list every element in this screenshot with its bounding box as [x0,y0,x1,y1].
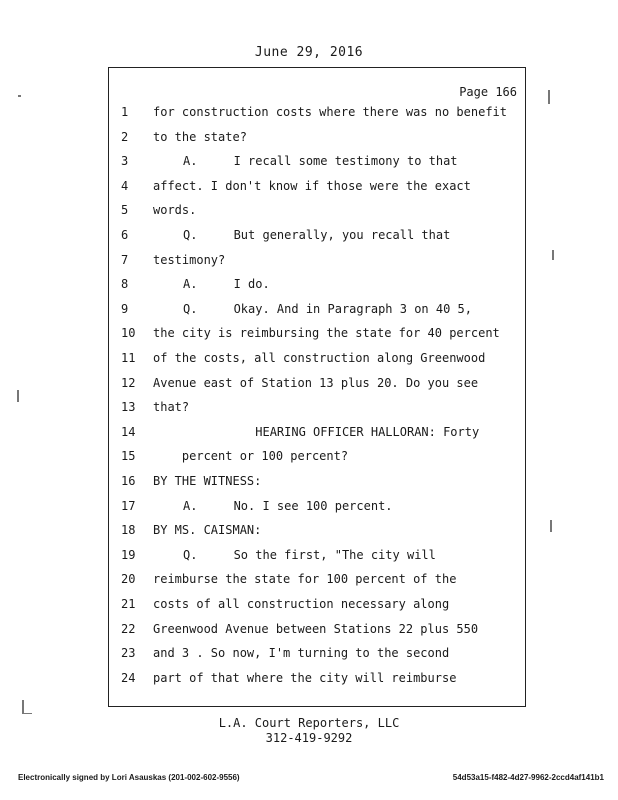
transcript-line [109,499,527,523]
line-number: 16 [121,474,136,488]
line-text: BY MS. CAISMAN: [153,523,262,538]
transcript-line [109,646,527,670]
transcript-line [109,228,527,252]
transcript-line [109,130,527,154]
transcript-line [109,179,527,203]
scan-mark [18,95,21,97]
line-number: 1 [121,105,129,119]
line-number: 11 [121,351,136,365]
transcript-line [109,523,527,547]
line-text: words. [153,203,197,218]
line-number: 14 [121,424,136,439]
line-text: and 3 . So now, I'm turning to the second [153,646,450,661]
line-number: 2 [121,129,129,144]
line-text: HEARING OFFICER HALLORAN: Forty [183,424,480,439]
transcript-line [109,277,527,301]
reporter-footer [0,716,618,746]
transcript-line [109,449,527,473]
scan-mark [24,713,32,714]
line-number: 18 [121,523,136,538]
line-number: 5 [121,203,129,218]
line-text: Q. So the first, "The city will [183,547,436,562]
line-number: 6 [121,228,129,242]
scan-mark [550,520,552,532]
line-number: 24 [121,670,136,685]
transcript-line [109,351,527,375]
transcript-line [109,154,527,178]
line-number: 10 [121,326,136,341]
transcript-line [109,425,527,449]
line-text: for construction costs where there was no benefit [153,105,508,119]
line-text: that? [153,400,190,415]
line-text: affect. I don't know if those were the exact [153,178,471,193]
line-number: 13 [121,400,136,415]
line-number: 4 [121,178,129,193]
transcript-line [109,622,527,646]
transcript-line [109,400,527,424]
transcript-line [109,572,527,596]
line-number: 20 [121,572,136,587]
transcript-line [109,548,527,572]
line-text: reimburse the state for 100 percent of the [153,572,457,587]
line-text: part of that where the city will reimburse [153,670,457,685]
line-text: Greenwood Avenue between Stations 22 plus 550 [153,621,479,636]
line-text: the city is reimbursing the state for 40 percent [153,326,500,341]
line-text: to the state? [153,129,247,144]
line-text: percent or 100 percent? [153,449,349,464]
line-number: 19 [121,547,136,562]
electronic-signature: Electronically signed by Lori Asauskas (201-002-602-9556) [18,773,240,782]
transcript-line [109,302,527,326]
reporter-phone: 312-419-9292 [265,731,353,745]
line-number: 15 [121,449,136,464]
line-text: Q. Okay. And in Paragraph 3 on 40 5, [183,301,472,316]
scan-mark [548,90,550,104]
transcript-line [109,597,527,621]
line-number: 17 [121,498,136,513]
line-number: 8 [121,277,129,292]
line-text: testimony? [153,252,226,267]
line-text: BY THE WITNESS: [153,474,262,488]
line-text: A. No. I see 100 percent. [183,498,393,513]
line-number: 9 [121,301,129,316]
line-text: of the costs, all construction along Greenwood [153,351,486,365]
transcript-page [108,67,526,707]
line-number: 22 [121,621,136,636]
transcript-line [109,253,527,277]
transcript-date: June 29, 2016 [254,45,364,60]
line-text: A. I do. [183,277,270,292]
line-text: costs of all construction necessary along [153,597,450,611]
line-text: A. I recall some testimony to that [183,154,458,169]
scan-mark [22,700,24,714]
document-id: 54d53a15-f482-4d27-9962-2ccd4af141b1 [452,773,604,782]
page-number: Page 166 [459,85,517,99]
line-number: 3 [121,154,129,169]
scan-mark [17,390,19,402]
transcript-line [109,105,527,129]
transcript-line [109,376,527,400]
line-number: 21 [121,597,136,611]
line-text: Avenue east of Station 13 plus 20. Do you see [153,375,479,390]
transcript-line [109,203,527,227]
line-number: 7 [121,252,129,267]
line-number: 12 [121,375,136,390]
reporter-company: L.A. Court Reporters, LLC [218,716,400,730]
transcript-line [109,474,527,498]
scan-mark [552,250,554,260]
transcript-line [109,326,527,350]
line-number: 23 [121,646,136,661]
transcript-line [109,671,527,695]
line-text: Q. But generally, you recall that [183,228,451,242]
